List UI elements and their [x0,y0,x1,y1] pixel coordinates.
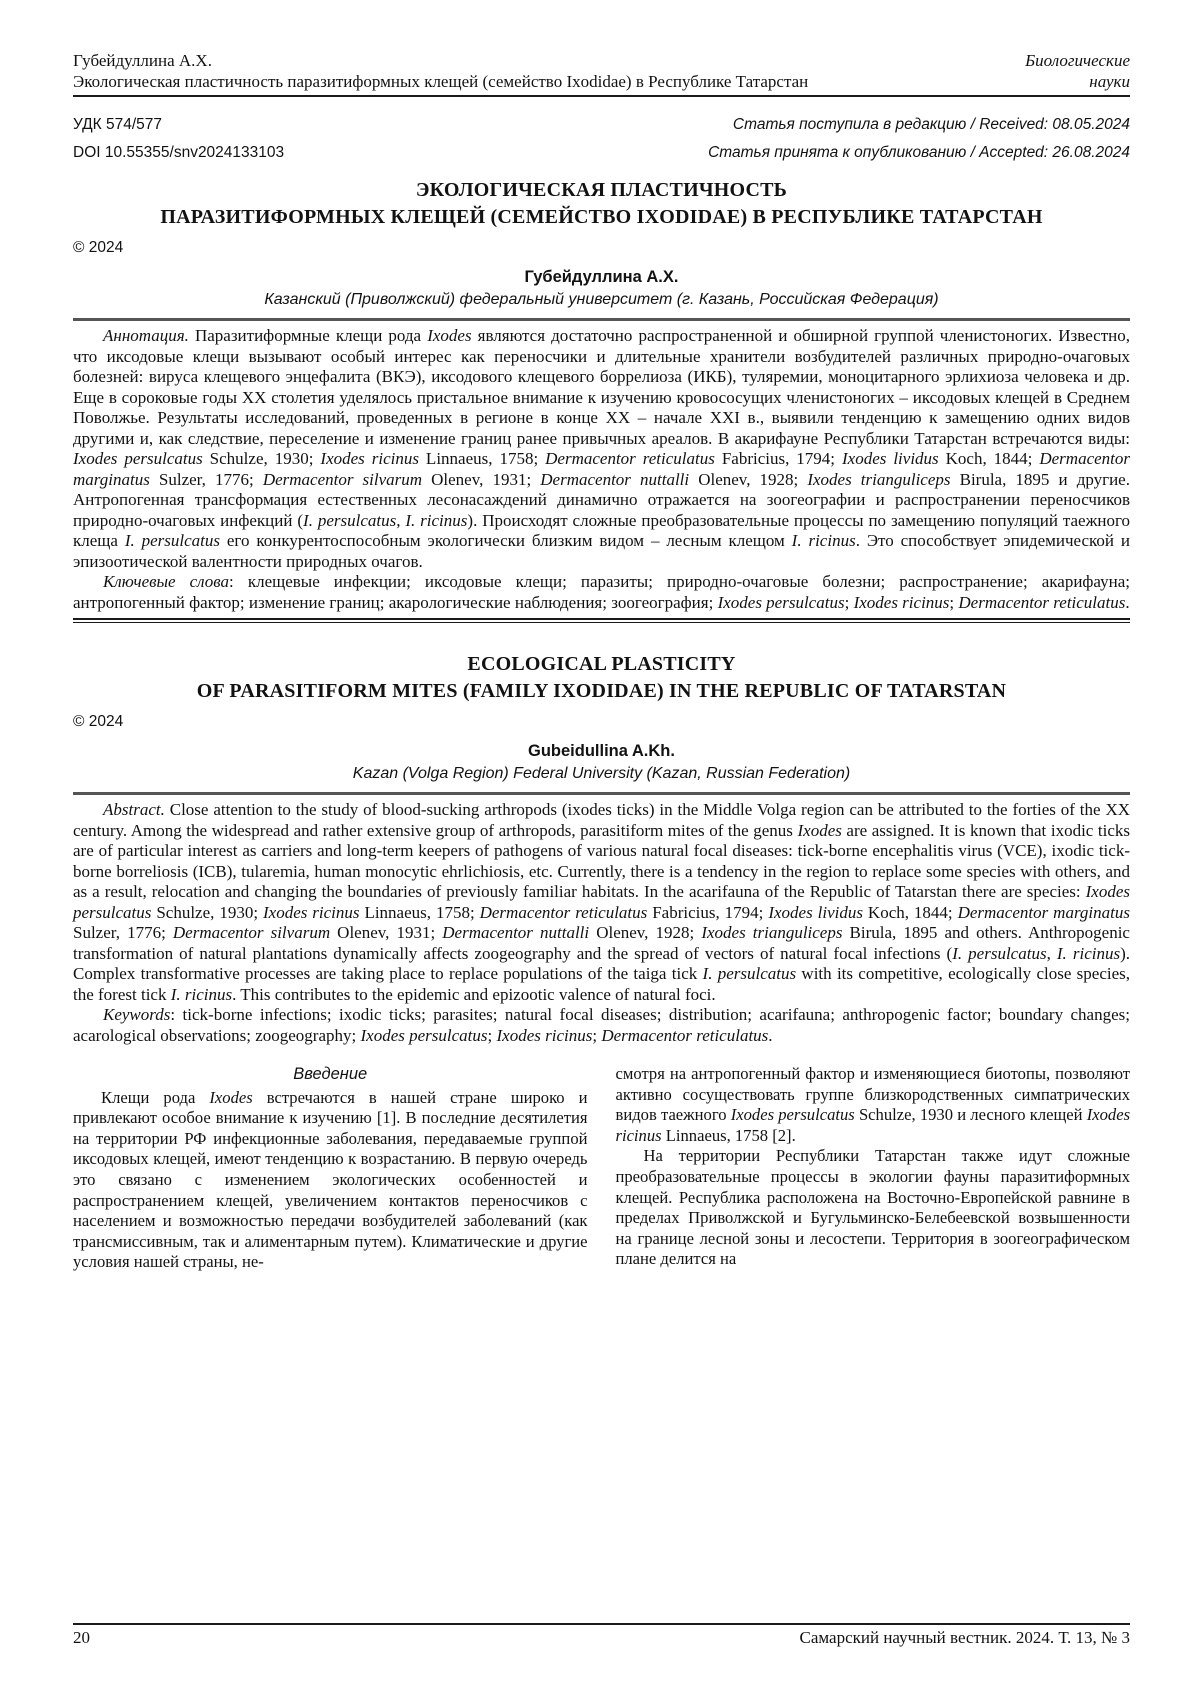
intro-paragraph-left: Клещи рода Ixodes встречаются в нашей стране широко и привлекают особое внимание к изучению [1]. В последние десятилетия на территории РФ инфекционные заболевания, передаваемые группой иксодовых клещей, имеют тенденцию к возрастанию. В первую очередь это связано с изменением экологических особенностей и распространением клещей, увеличением контактов переносчиков с населением и возможностью передачи возбудителей заболеваний (как трансмиссивным, так и алиментарным путем). Климатические и другие условия нашей страны, не- [73,1087,588,1272]
abstract-en-rule [73,792,1130,795]
title-ru [73,177,1130,230]
left-column [73,1064,588,1326]
accepted-date: Статья принята к опубликованию / Accepted: 26.08.2024 [708,144,1130,161]
journal-reference: Самарский научный вестник. 2024. Т. 13, № 3 [799,1628,1130,1647]
intro-heading: Введение [293,1065,368,1083]
meta-row-doi [73,142,1130,163]
title-ru-line2: ПАРАЗИТИФОРМНЫХ КЛЕЩЕЙ (СЕМЕЙСТВО IXODIDAE) В РЕСПУБЛИКЕ ТАТАРСТАН [160,205,1043,228]
running-head-title: Экологическая пластичность паразитиформных клещей (семейство Ixodidae) в Республике Татарстан [73,72,809,91]
page-number: 20 [73,1628,90,1647]
section-divider-rule [73,618,1130,623]
author-en: Gubeidullina A.Kh. [528,742,675,760]
running-head-section [1025,50,1130,92]
received-date: Статья поступила в редакцию / Received: 08.05.2024 [732,116,1130,133]
running-head [73,50,1130,92]
title-en-line2: OF PARASITIFORM MITES (FAMILY IXODIDAE) IN THE REPUBLIC OF TATARSTAN [196,679,1007,702]
affiliation-en: Kazan (Volga Region) Federal University (Kazan, Russian Federation) [352,765,851,782]
abstract-en-block [73,800,1130,1046]
abstract-ru: Аннотация. Паразитиформные клещи рода Ixodes являются достаточно распространенной и обширной группой членистоногих. Известно, что иксодовые клещи вызывают особый интерес как переносчики и длительные хранители возбудителей различных природно-очаговых болезней: вируса клещевого энцефалита (ВКЭ), иксодового клещевого боррелиоза (ИКБ), туляремии, моноцитарного эрлихиоза человека и др. Еще в сороковые годы XX столетия уделялось пристальное внимание к изучению кровососущих членистоногих – иксодовых клещей в Среднем Поволжье. Результаты исследований, проведенных в регионе в конце XX – начале XXI в., выявили тенденцию к замещению одних видов другими и, как следствие, переселение и изменение границ ранее привычных ареалов. В акарифауне Республики Татарстан встречаются виды: Ixodes persulcatus Schulze, 1930; Ixodes ricinus Linnaeus, 1758; Dermacentor reticulatus Fabricius, 1794; Ixodes lividus Koch, 1844; Dermacentor marginatus Sulzer, 1776; Dermacentor silvarum Olenev, 1931; Dermacentor nuttalli Olenev, 1928; Ixodes trianguliceps Birula, 1895 и другие. Антропогенная трансформация естественных лесонасаждений динамично отражается на зоогеографии и распространении переносчиков природно-очаговых инфекций (I. persulcatus, I. ricinus). Происходят сложные преобразовательные процессы по замещению популяций таежного клеща I. persulcatus его конкурентоспособным экологически близким видом – лесным клещом I. ricinus. Это способствует эпидемической и эпизоотической валентности природных очагов. [73,326,1131,571]
header-rule [73,95,1130,97]
article-meta [73,114,1130,163]
footer-row [73,1627,1130,1649]
doi-code: DOI 10.55355/snv2024133103 [73,144,285,161]
running-head-author: Губейдуллина А.Х. [73,51,212,70]
intro-paragraph-right-2: На территории Республики Татарстан также идут сложные преобразовательные процессы в экологии фауны паразитиформных клещей. Республика расположена на Восточно-Европейской равнине в пределах Приволжской и Бугульминско-Белебеевской возвышенности на границе лесной зоны и лесостепи. Территория в зоогеографическом плане делится на [615,1146,1130,1269]
keywords-en: Keywords: tick-borne infections; ixodic ticks; parasites; natural focal diseases; distribution; acarifauna; anthropogenic factor; boundary changes; acarological observations; zoogeography; Ixodes persulcatus; Ixodes ricinus; Dermacentor reticulatus. [73,1005,1130,1045]
abstract-ru-block [73,326,1130,613]
section-label-line1: Биологические [1025,51,1130,70]
footer-rule [73,1623,1130,1625]
copyright-ru: © 2024 [73,239,124,256]
title-en [73,651,1130,704]
right-column [616,1064,1131,1326]
affiliation-ru: Казанский (Приволжский) федеральный университет (г. Казань, Российская Федерация) [264,291,939,308]
title-ru-line1: ЭКОЛОГИЧЕСКАЯ ПЛАСТИЧНОСТЬ [415,179,788,201]
meta-row-udc [73,114,1130,135]
udc-code: УДК 574/577 [73,116,163,133]
abstract-en: Abstract. Close attention to the study of blood-sucking arthropods (ixodes ticks) in the Middle Volga region can be attributed to the forties of the XX century. Among the widespread and rather extensive group of arthropods, parasitiform mites of the genus Ixodes are assigned. It is known that ixodic ticks are of particular interest as carriers and long-term keepers of pathogens of various natural focal diseases: tick-borne encephalitis virus (VCE), ixodic tick-borne borreliosis (ICB), tularemia, human monocytic ehrlichiosis, etc. Currently, there is a tendency in the region to replace some species with others, and as a result, relocation and changing the boundaries of previously familiar habitats. In the acarifauna of the Republic of Tatarstan there are species: Ixodes persulcatus Schulze, 1930; Ixodes ricinus Linnaeus, 1758; Dermacentor reticulatus Fabricius, 1794; Ixodes lividus Koch, 1844; Dermacentor marginatus Sulzer, 1776; Dermacentor silvarum Olenev, 1931; Dermacentor nuttalli Olenev, 1928; Ixodes trianguliceps Birula, 1895 and others. Anthropogenic transformation of natural plantations dynamically affects zoogeography and the spread of vectors of natural focal infections (I. persulcatus, I. ricinus). Complex transformative processes are taking place to replace populations of the taiga tick I. persulcatus with its competitive, ecologically close species, the forest tick I. ricinus. This contributes to the epidemic and epizootic valence of natural foci. [73,800,1131,1004]
keywords-ru: Ключевые слова: клещевые инфекции; иксодовые клещи; паразиты; природно-очаговые болезни; распространение; акарифауна; антропогенный фактор; изменение границ; акарологические наблюдения; зоогеография; Ixodes persulcatus; Ixodes ricinus; Dermacentor reticulatus. [73,572,1130,612]
two-column-body [73,1064,1130,1326]
running-head-left [73,50,808,92]
author-ru: Губейдуллина А.Х. [524,268,679,286]
copyright-en: © 2024 [73,713,124,730]
section-label-line2: науки [1089,72,1130,91]
intro-paragraph-right-1: смотря на антропогенный фактор и изменяющиеся биотопы, позволяют активно сосуществовать группе близкородственных симпатрических видов таежного Ixodes persulcatus Schulze, 1930 и лесного клещей Ixodes ricinus Linnaeus, 1758 [2]. [615,1064,1130,1145]
title-en-line1: ECOLOGICAL PLASTICITY [467,653,736,675]
abstract-ru-rule [73,318,1130,321]
page-footer [73,1623,1130,1649]
